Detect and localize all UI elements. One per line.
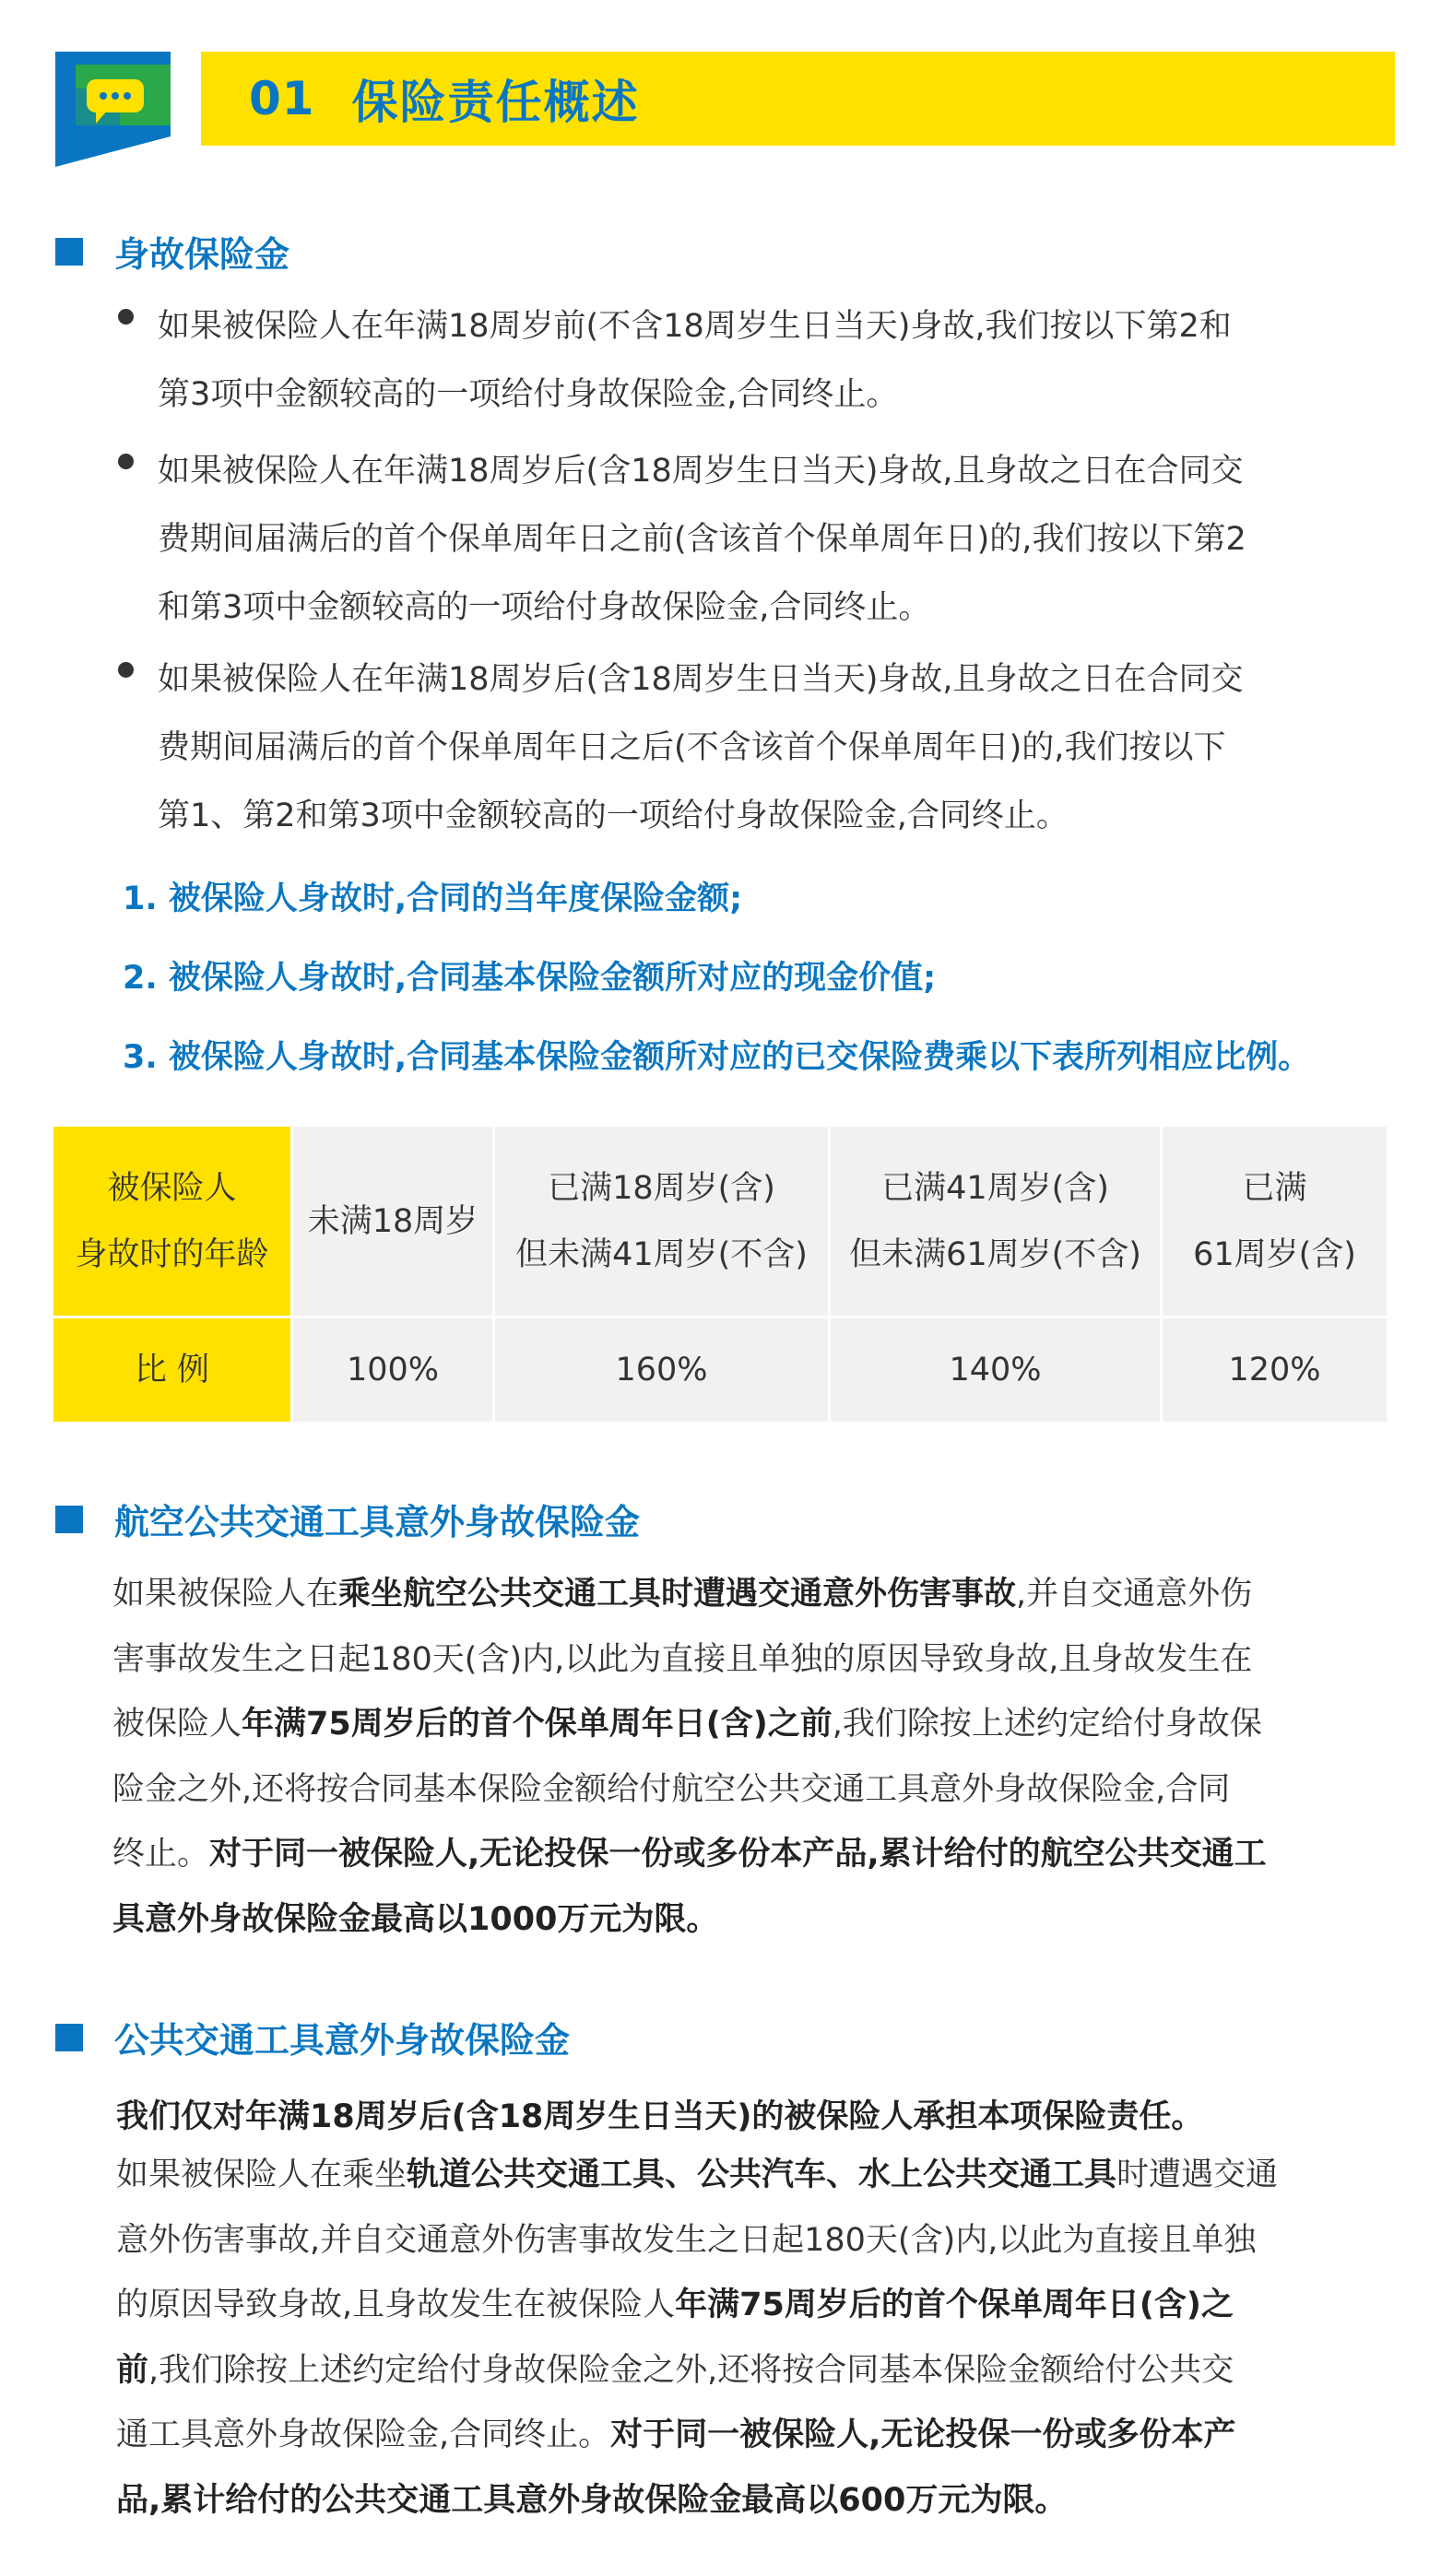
section-heading-death xyxy=(55,226,289,277)
page-title: 保险责任概述 xyxy=(351,76,640,129)
bold-span: 轨道公共交通工具、公共汽车、水上公共交通工具 xyxy=(407,2157,1117,2193)
square-bullet-icon xyxy=(55,1506,83,1533)
table-header-label: 被保险人 身故时的年龄 xyxy=(53,1127,290,1316)
bullet-dot-icon xyxy=(118,309,134,325)
table-cell: 100% xyxy=(293,1318,492,1422)
text-span: 如果被保险人在 xyxy=(112,1576,339,1613)
bullet-text: 如果被保险人在年满18周岁后(含18周岁生日当天)身故,且身故之日在合同交 费期间届满后的首个保单周年日之后(不含该首个保单周年日)的,我们按以下 第1、第2和第3项中金额较高的一项给付身故保险金,合同终止。 xyxy=(158,661,1244,834)
table-cell: 120% xyxy=(1163,1318,1387,1422)
table-cell: 未满18周岁 xyxy=(293,1127,492,1316)
table-row-label: 比 例 xyxy=(53,1318,290,1422)
numbered-item: 2. 被保险人身故时,合同基本保险金额所对应的现金价值; xyxy=(123,960,937,997)
aviation-paragraph xyxy=(112,1562,1399,1952)
header-bar xyxy=(201,52,1395,146)
text-span: 时遭遇交通 意外伤害事故,并自交通意外伤害事故发生之日起180天(含)内,以此为直接且单独 的原因导致身故,且身故发生在被保险人 xyxy=(116,2157,1279,2323)
text-span: ,我们除按上述约定给付身故保 险金之外,还将按合同基本保险金额给付航空公共交通工具意外身故保险金,合同 终止。 xyxy=(112,1706,1262,1873)
section-heading-public xyxy=(55,2012,570,2062)
table-cell: 已满41周岁(含) 但未满61周岁(不含) xyxy=(831,1127,1160,1316)
table-cell: 140% xyxy=(831,1318,1160,1422)
list-item xyxy=(118,437,1400,642)
bullet-text: 如果被保险人在年满18周岁后(含18周岁生日当天)身故,且身故之日在合同交 费期间届满后的首个保单周年日之前(含该首个保单周年日)的,我们按以下第2 和第3项中金额较高的一项给付身故保险金,合同终止。 xyxy=(158,453,1246,626)
eligibility-note: 我们仅对年满18周岁后(含18周岁生日当天)的被保险人承担本项保险责任。 xyxy=(116,2098,1204,2135)
text-span: ,我们除按上述约定给付身故保险金之外,还将按合同基本保险金额给付公共交 通工具意外身故保险金,合同终止。 xyxy=(116,2351,1234,2453)
square-bullet-icon xyxy=(55,2024,83,2051)
section-title: 航空公共交通工具意外身故保险金 xyxy=(114,1502,641,1542)
public-paragraph xyxy=(116,2143,1398,2533)
section-title: 身故保险金 xyxy=(114,234,290,275)
square-bullet-icon xyxy=(55,238,83,266)
bullet-dot-icon xyxy=(118,662,134,678)
bullet-text: 如果被保险人在年满18周岁前(不含18周岁生日当天)身故,我们按以下第2和 第3项中金额较高的一项给付身故保险金,合同终止。 xyxy=(158,308,1232,413)
bold-span: 对于同一被保险人,无论投保一份或多份本产品,累计给付的航空公共交通工 具意外身故保险金最高以1000万元为限。 xyxy=(112,1836,1267,1938)
numbered-item: 1. 被保险人身故时,合同的当年度保险金额; xyxy=(123,880,743,917)
bold-span: 年满75周岁后的首个保单周年日(含)之 前 xyxy=(116,2286,1234,2389)
list-item xyxy=(118,292,1400,429)
table-cell: 已满18周岁(含) 但未满41周岁(不含) xyxy=(495,1127,828,1316)
bullet-dot-icon xyxy=(118,454,134,469)
table-cell: 已满 61周岁(含) xyxy=(1163,1127,1387,1316)
section-number: 01 xyxy=(249,72,315,125)
numbered-item: 3. 被保险人身故时,合同基本保险金额所对应的已交保险费乘以下表所列相应比例。 xyxy=(123,1039,1311,1076)
text-span: 如果被保险人在乘坐 xyxy=(116,2157,407,2193)
bold-span: 对于同一被保险人,无论投保一份或多份本产 品,累计给付的公共交通工具意外身故保险金最高以600万元为限。 xyxy=(116,2416,1236,2519)
chat-bubble-icon xyxy=(55,52,171,167)
bold-span: 乘坐航空公共交通工具时遭遇交通意外伤害事故 xyxy=(338,1576,1017,1613)
table-cell: 160% xyxy=(495,1318,828,1422)
ratio-table xyxy=(53,1127,1387,1422)
list-item xyxy=(118,645,1400,850)
section-title: 公共交通工具意外身故保险金 xyxy=(114,2020,571,2061)
text-span: ,并自交通意外伤 害事故发生之日起180天(含)内,以此为直接且单独的原因导致身故,且身故发生在 被保险人 xyxy=(112,1576,1253,1743)
section-heading-aviation xyxy=(55,1494,640,1544)
bold-span: 年满75周岁后的首个保单周年日(含)之前 xyxy=(242,1706,833,1743)
